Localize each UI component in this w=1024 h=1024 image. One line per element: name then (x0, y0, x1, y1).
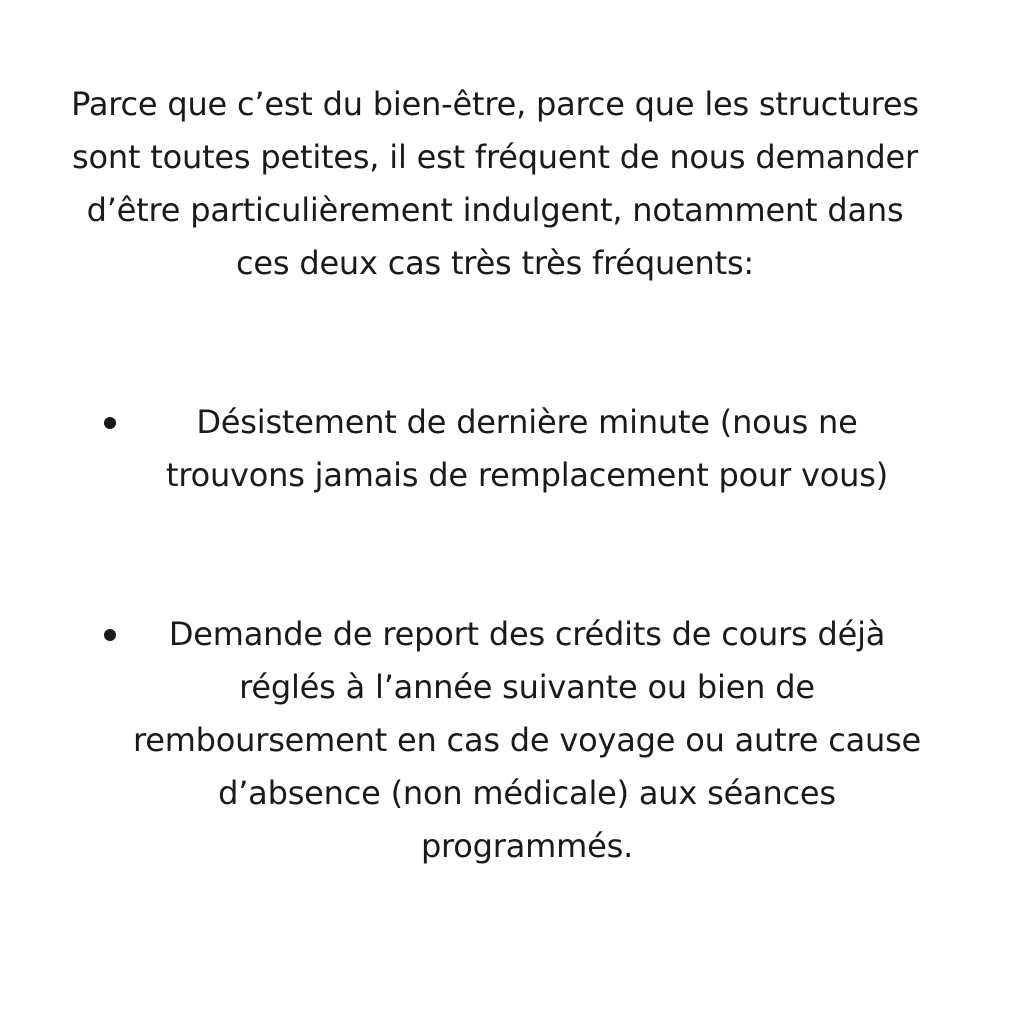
list-item-text: Demande de report des crédits de cours déjà réglés à l’année suivante ou bien de remboursement en cas de voyage ou autre cause d’absence (non médicale) aux séances programmés. (132, 615, 922, 865)
bullet-point-icon (104, 629, 116, 641)
bullet-point-icon (104, 417, 116, 429)
list-item-text: Désistement de dernière minute (nous ne trouvons jamais de remplacement pour vous) (165, 403, 888, 494)
intro-paragraph: Parce que c’est du bien-être, parce que les structures sont toutes petites, il est fréquent de nous demander d’être particulièrement indulgent, notamment dans ces deux cas très très fréquents: (71, 85, 919, 282)
